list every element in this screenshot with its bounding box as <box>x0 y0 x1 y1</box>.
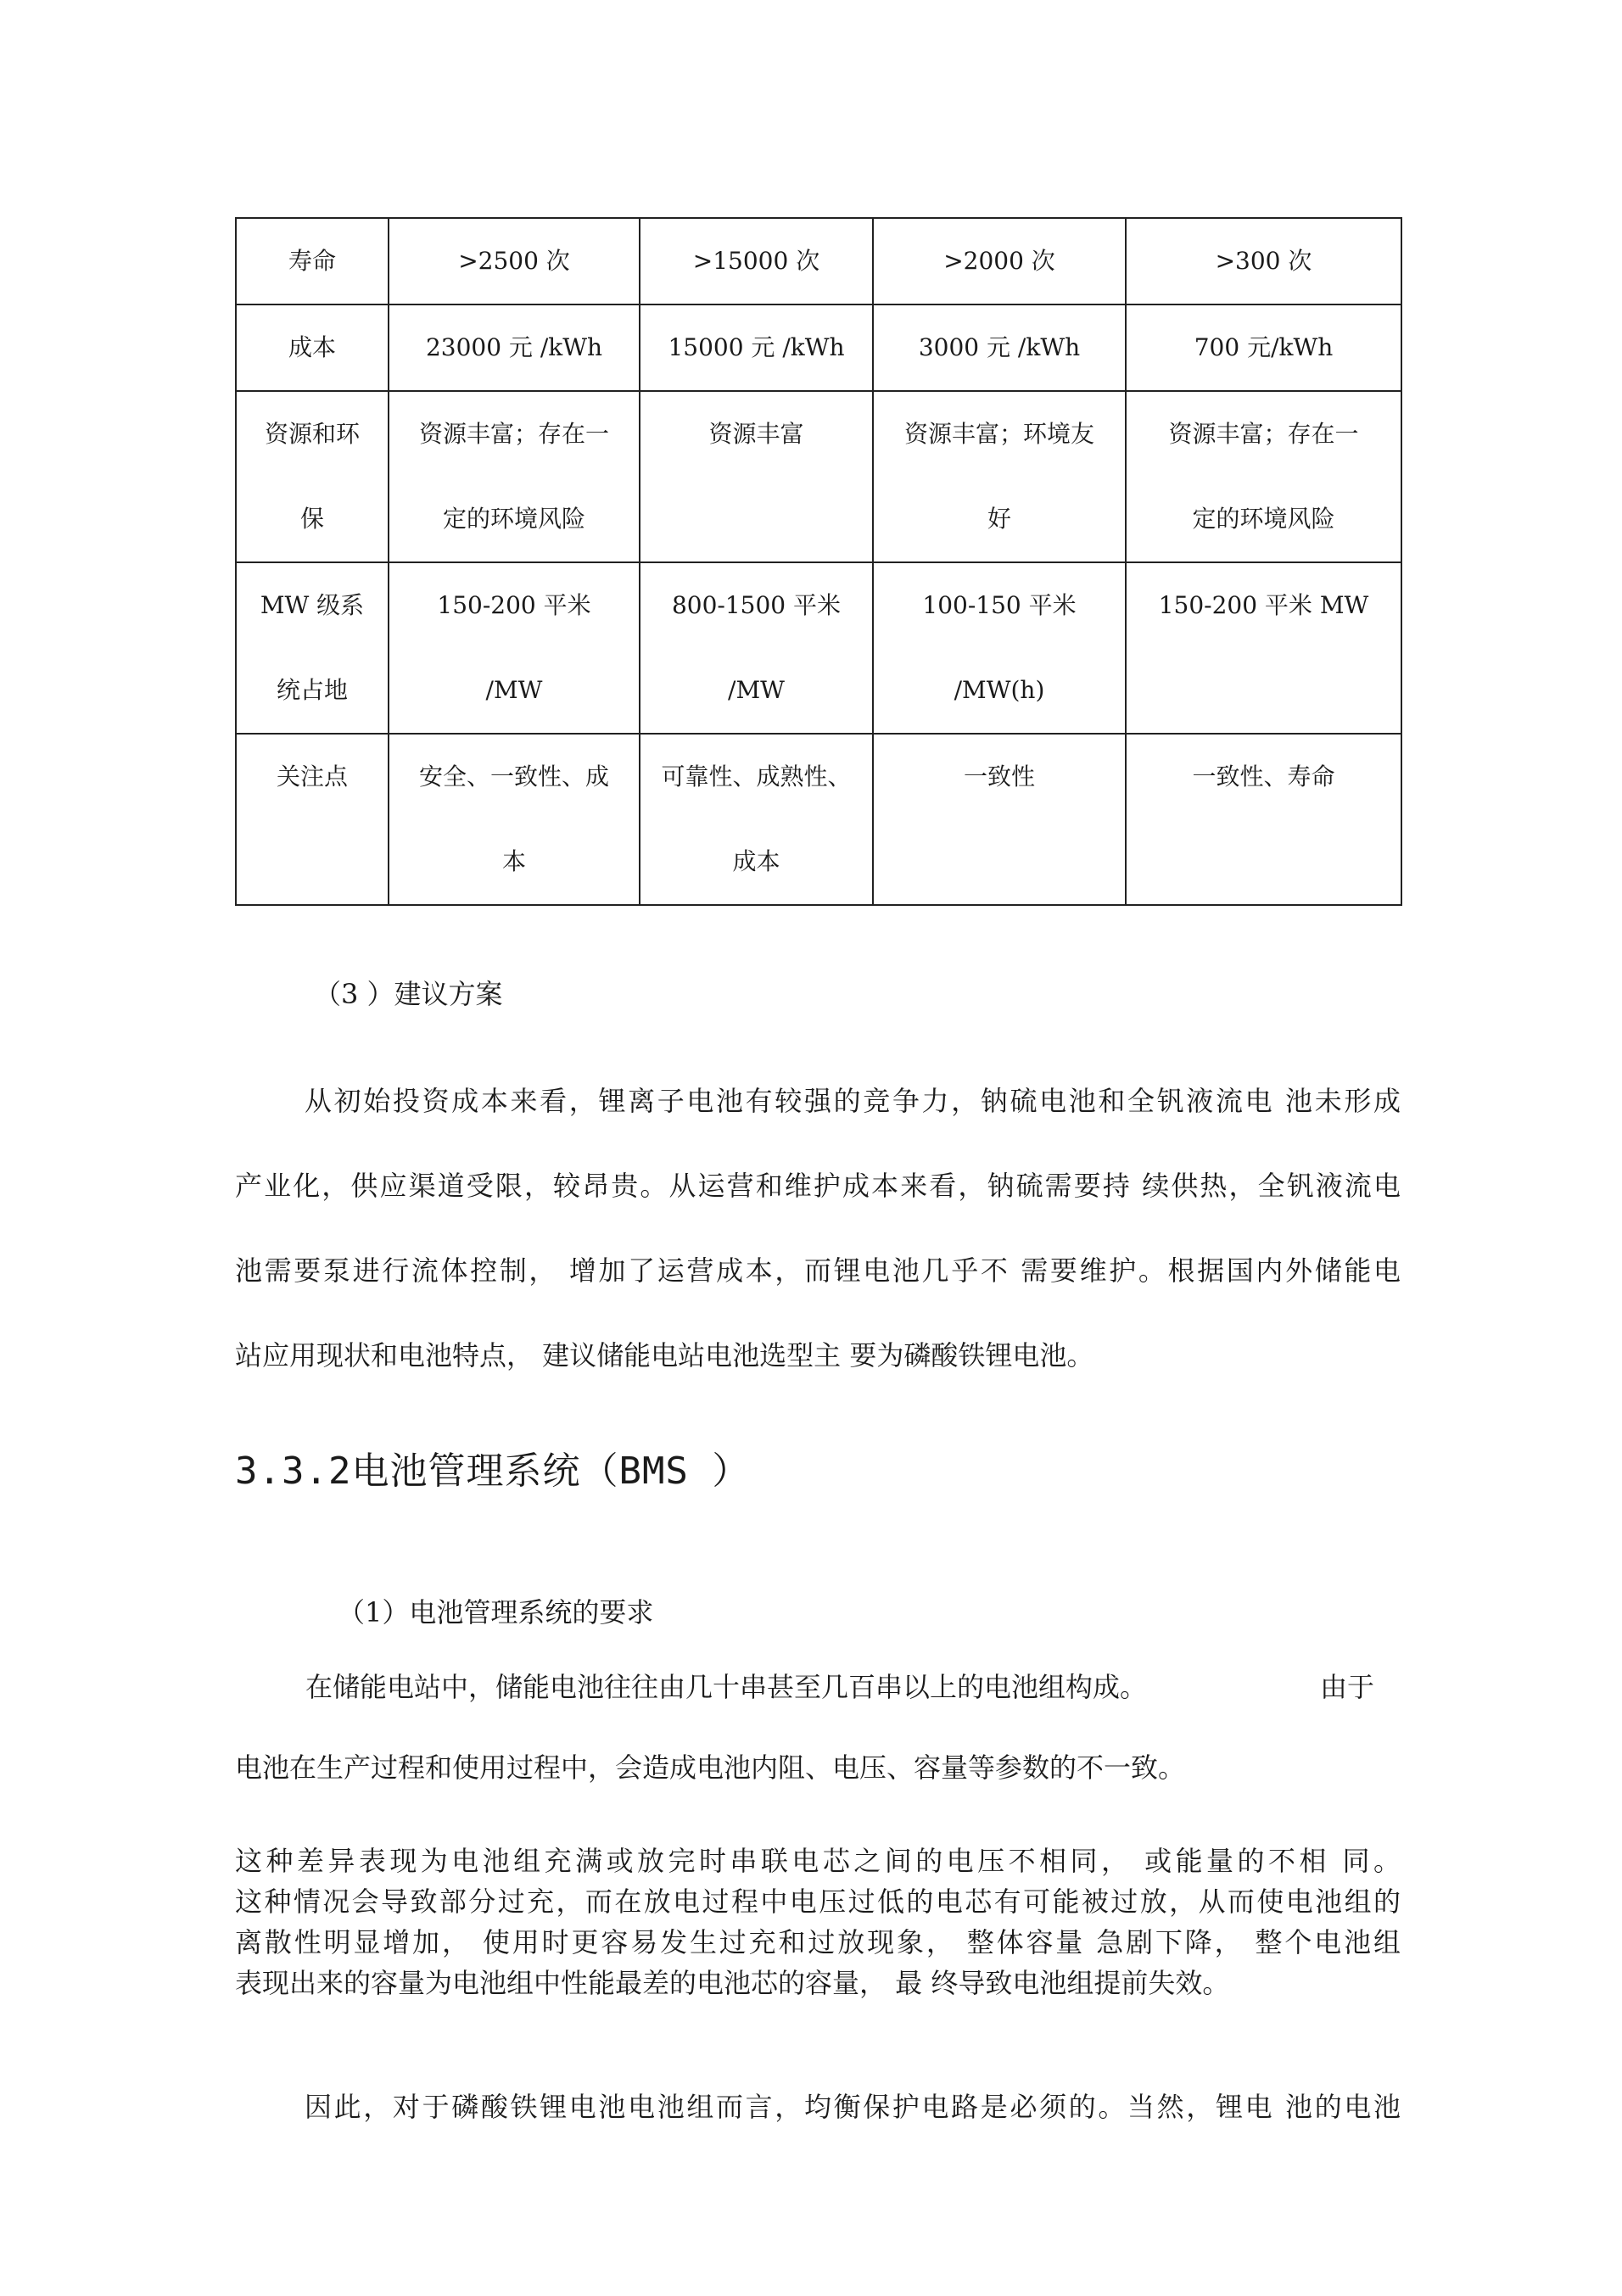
table-row-cost <box>236 304 1401 391</box>
table-row-lifespan <box>236 218 1401 304</box>
table-cell: 资源丰富 <box>640 391 873 562</box>
table-cell: 可靠性、成熟性、 成本 <box>640 734 873 905</box>
bms-paragraph <box>235 2087 1401 2127</box>
row-label-cell: 成本 <box>236 304 389 391</box>
table-cell: 一致性、寿命 <box>1126 734 1401 905</box>
section-heading: 3.3.2电池管理系统（BMS ） <box>235 1450 751 1493</box>
row-label-cell: MW 级系 统占地 <box>236 562 389 734</box>
paragraph-line: 产业化，供应渠道受限，较昂贵。从运营和维护成本来看，钠硫需要持 续供热，全钒液流电 <box>235 1170 1401 1202</box>
table-cell: 安全、一致性、成 本 <box>389 734 640 905</box>
table-cell: 23000 元 /kWh <box>389 304 640 391</box>
table-cell: 资源丰富；存在一 定的环境风险 <box>1126 391 1401 562</box>
table-cell: 一致性 <box>873 734 1126 905</box>
row-label-cell: 寿命 <box>236 218 389 304</box>
table-cell: >2000 次 <box>873 218 1126 304</box>
table-cell: 700 元/kWh <box>1126 304 1401 391</box>
table-cell: 资源丰富；存在一 定的环境风险 <box>389 391 640 562</box>
paragraph-line: 因此，对于磷酸铁锂电池电池组而言，均衡保护电路是必须的。当然，锂电 池的电池 <box>305 2091 1401 2123</box>
table-cell: 800-1500 平米 /MW <box>640 562 873 734</box>
bms-paragraph <box>235 1841 1401 2003</box>
table-row-resources <box>236 391 1401 562</box>
table-cell: 资源丰富；环境友 好 <box>873 391 1126 562</box>
paragraph-line: 由于 <box>1320 1671 1375 1703</box>
paragraph-line: 表现出来的容量为电池组中性能最差的电池芯的容量， 最 终导致电池组提前失效。 <box>235 1967 1230 1999</box>
recommendation-paragraph <box>235 1059 1401 1398</box>
paragraph-line: 池需要泵进行流体控制， 增加了运营成本，而锂电池几乎不 需要维护。根据国内外储能电 <box>235 1254 1401 1287</box>
table-cell: 150-200 平米 MW <box>1126 562 1401 734</box>
section-subtitle: （3 ）建议方案 <box>314 978 503 1010</box>
battery-comparison-table <box>235 217 1402 906</box>
table-cell: >300 次 <box>1126 218 1401 304</box>
section-subtitle: （1）电池管理系统的要求 <box>338 1596 654 1628</box>
paragraph-line: 站应用现状和电池特点， 建议储能电站电池选型主 要为磷酸铁锂电池。 <box>235 1339 1094 1371</box>
table-row-footprint <box>236 562 1401 734</box>
paragraph-line: 在储能电站中，储能电池往往由几十串甚至几百串以上的电池组构成。 <box>305 1671 1148 1703</box>
paragraph-line: 电池在生产过程和使用过程中，会造成电池内阻、电压、容量等参数的不一致。 <box>235 1751 1186 1784</box>
table-cell: >15000 次 <box>640 218 873 304</box>
table-row-focus <box>236 734 1401 905</box>
table-cell: 15000 元 /kWh <box>640 304 873 391</box>
table-cell: 150-200 平米 /MW <box>389 562 640 734</box>
table-cell: 3000 元 /kWh <box>873 304 1126 391</box>
paragraph-line: 离散性明显增加， 使用时更容易发生过充和过放现象， 整体容量 急剧下降， 整个电池组 <box>235 1926 1401 1958</box>
paragraph-line: 从初始投资成本来看，锂离子电池有较强的竞争力，钠硫电池和全钒液流电 池未形成 <box>305 1085 1401 1117</box>
row-label-cell: 关注点 <box>236 734 389 905</box>
paragraph-line: 这种差异表现为电池组充满或放完时串联电芯之间的电压不相同， 或能量的不相 同。 <box>235 1845 1401 1877</box>
paragraph-line: 这种情况会导致部分过充，而在放电过程中电压过低的电芯有可能被过放，从而使电池组的 <box>235 1885 1401 1918</box>
table-cell: 100-150 平米 /MW(h) <box>873 562 1126 734</box>
row-label-cell: 资源和环 保 <box>236 391 389 562</box>
table-cell: >2500 次 <box>389 218 640 304</box>
